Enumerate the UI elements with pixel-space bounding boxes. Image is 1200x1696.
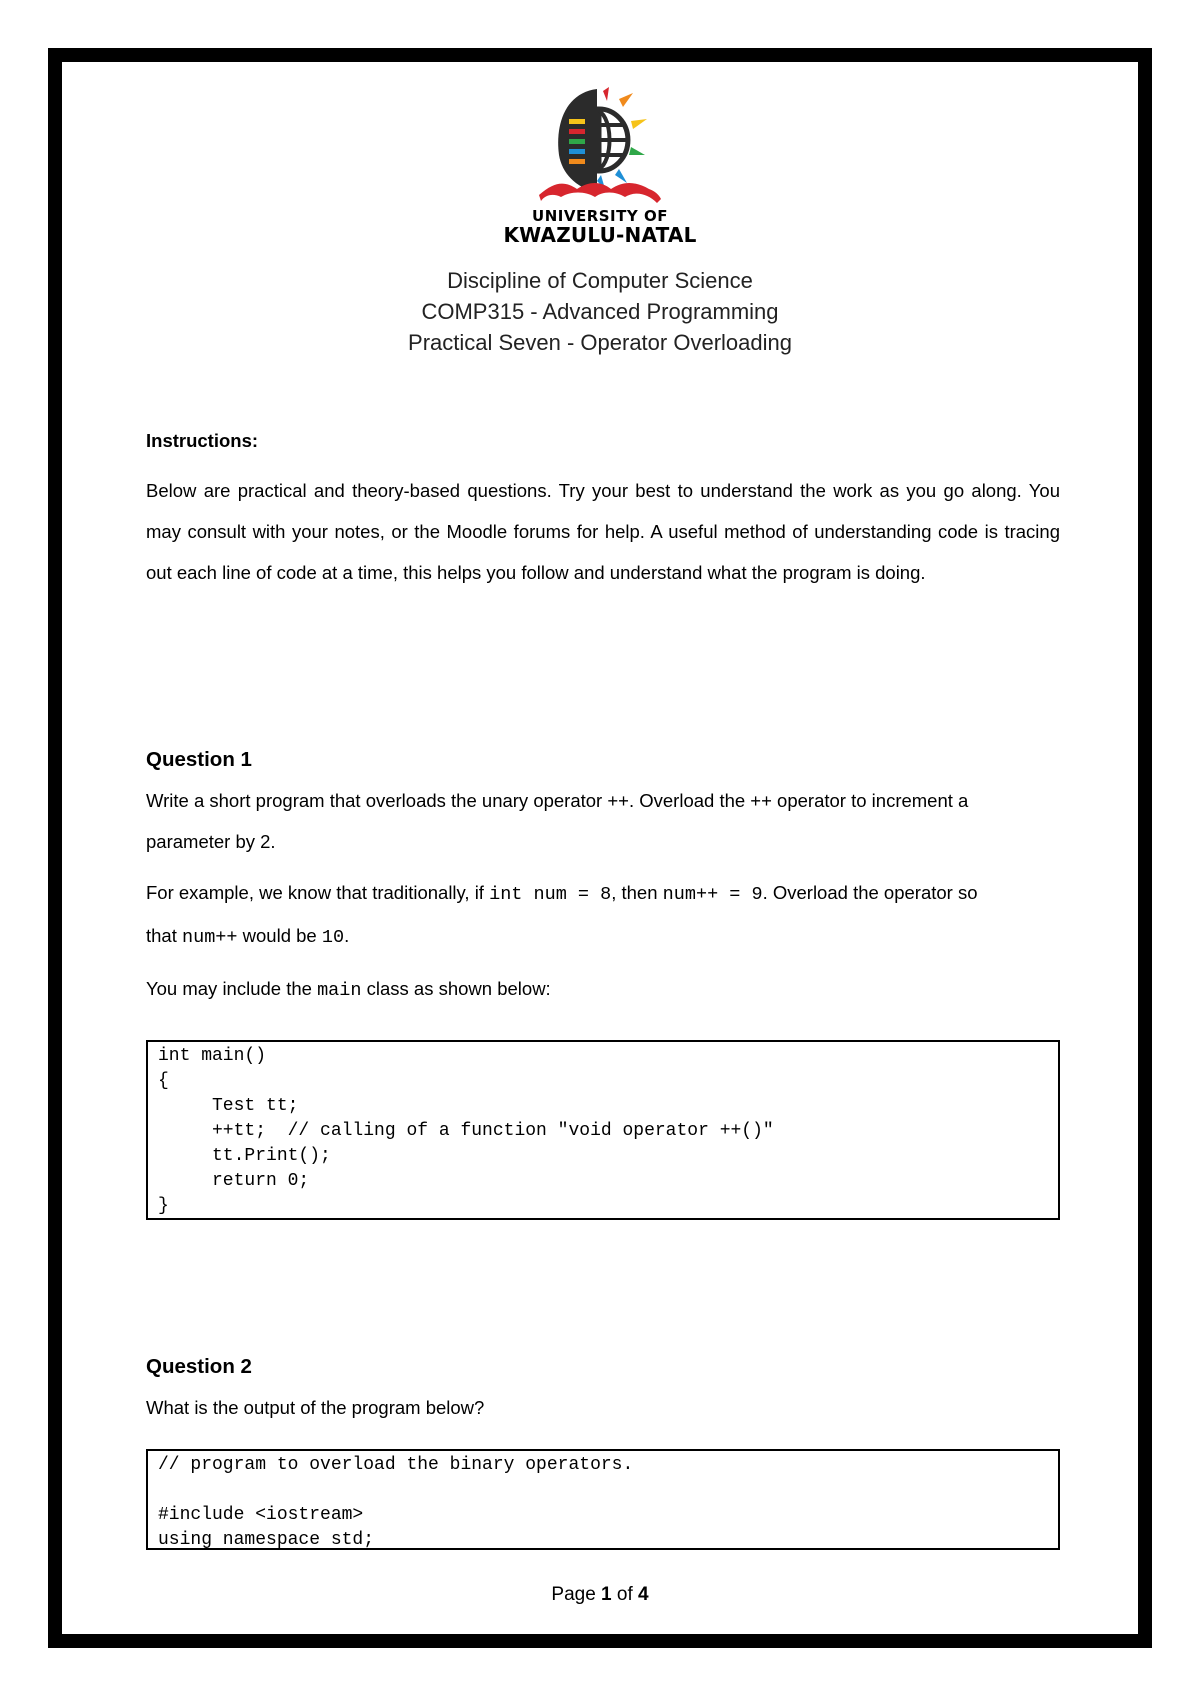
note-text: You may include the — [146, 978, 318, 999]
course-heading: COMP315 - Advanced Programming — [421, 299, 779, 324]
page-footer — [0, 1584, 1200, 1606]
question-1-text: Write a short program that overloads the unary operator ++. Overload the ++ operator to increment a parameter by 2. — [146, 790, 969, 852]
example-text: For example, we know that traditionally, if — [146, 882, 490, 903]
question-1-section — [146, 748, 1060, 1011]
question-1-title: Question 1 — [146, 748, 252, 771]
logo-line-2: KWAZULU-NATAL — [503, 222, 697, 247]
example-text: . — [344, 925, 350, 946]
question-1-code-block: int main() { Test tt; ++tt; // calling of a function "void operator ++()" tt.Print(); return 0; } — [146, 1040, 1060, 1220]
inline-code: num++ = 9 — [662, 884, 763, 905]
inline-code: num++ — [182, 927, 238, 948]
document-body — [146, 430, 1060, 593]
question-2-text: What is the output of the program below? — [146, 1397, 485, 1418]
logo-line-1: UNIVERSITY OF — [532, 207, 668, 225]
discipline-heading: Discipline of Computer Science — [447, 268, 753, 293]
inline-code: main — [317, 980, 362, 1001]
of-label: of — [611, 1584, 639, 1605]
example-text: , then — [611, 882, 663, 903]
university-logo — [0, 85, 1200, 246]
example-text: would be — [237, 925, 322, 946]
instructions-title: Instructions: — [146, 430, 259, 451]
question-2-code-block: // program to overload the binary operators. #include <iostream> using namespace std; — [146, 1449, 1060, 1550]
university-name — [503, 209, 696, 246]
instructions-body: Below are practical and theory-based questions. Try your best to understand the work as you go along. You may consult with your notes, or the Moodle forums for help. A useful method of understanding code is tracing out each line of code at a time, this helps you follow and understand what the program is doing. — [146, 480, 1060, 583]
page-number: 1 — [601, 1584, 612, 1605]
inline-code: 10 — [321, 927, 345, 948]
example-text: . Overload the operator so that — [146, 882, 978, 946]
document-header — [0, 265, 1200, 358]
page-label: Page — [551, 1584, 602, 1605]
ukzn-shield-icon — [535, 85, 665, 205]
note-text: class as shown below: — [361, 978, 551, 999]
question-2-title: Question 2 — [146, 1355, 252, 1378]
inline-code: int num = 8 — [489, 884, 612, 905]
practical-heading: Practical Seven - Operator Overloading — [408, 330, 792, 355]
question-1-example — [146, 872, 986, 958]
question-2-section — [146, 1355, 1060, 1428]
page-total: 4 — [638, 1584, 649, 1605]
question-1-main-note — [146, 968, 1060, 1011]
